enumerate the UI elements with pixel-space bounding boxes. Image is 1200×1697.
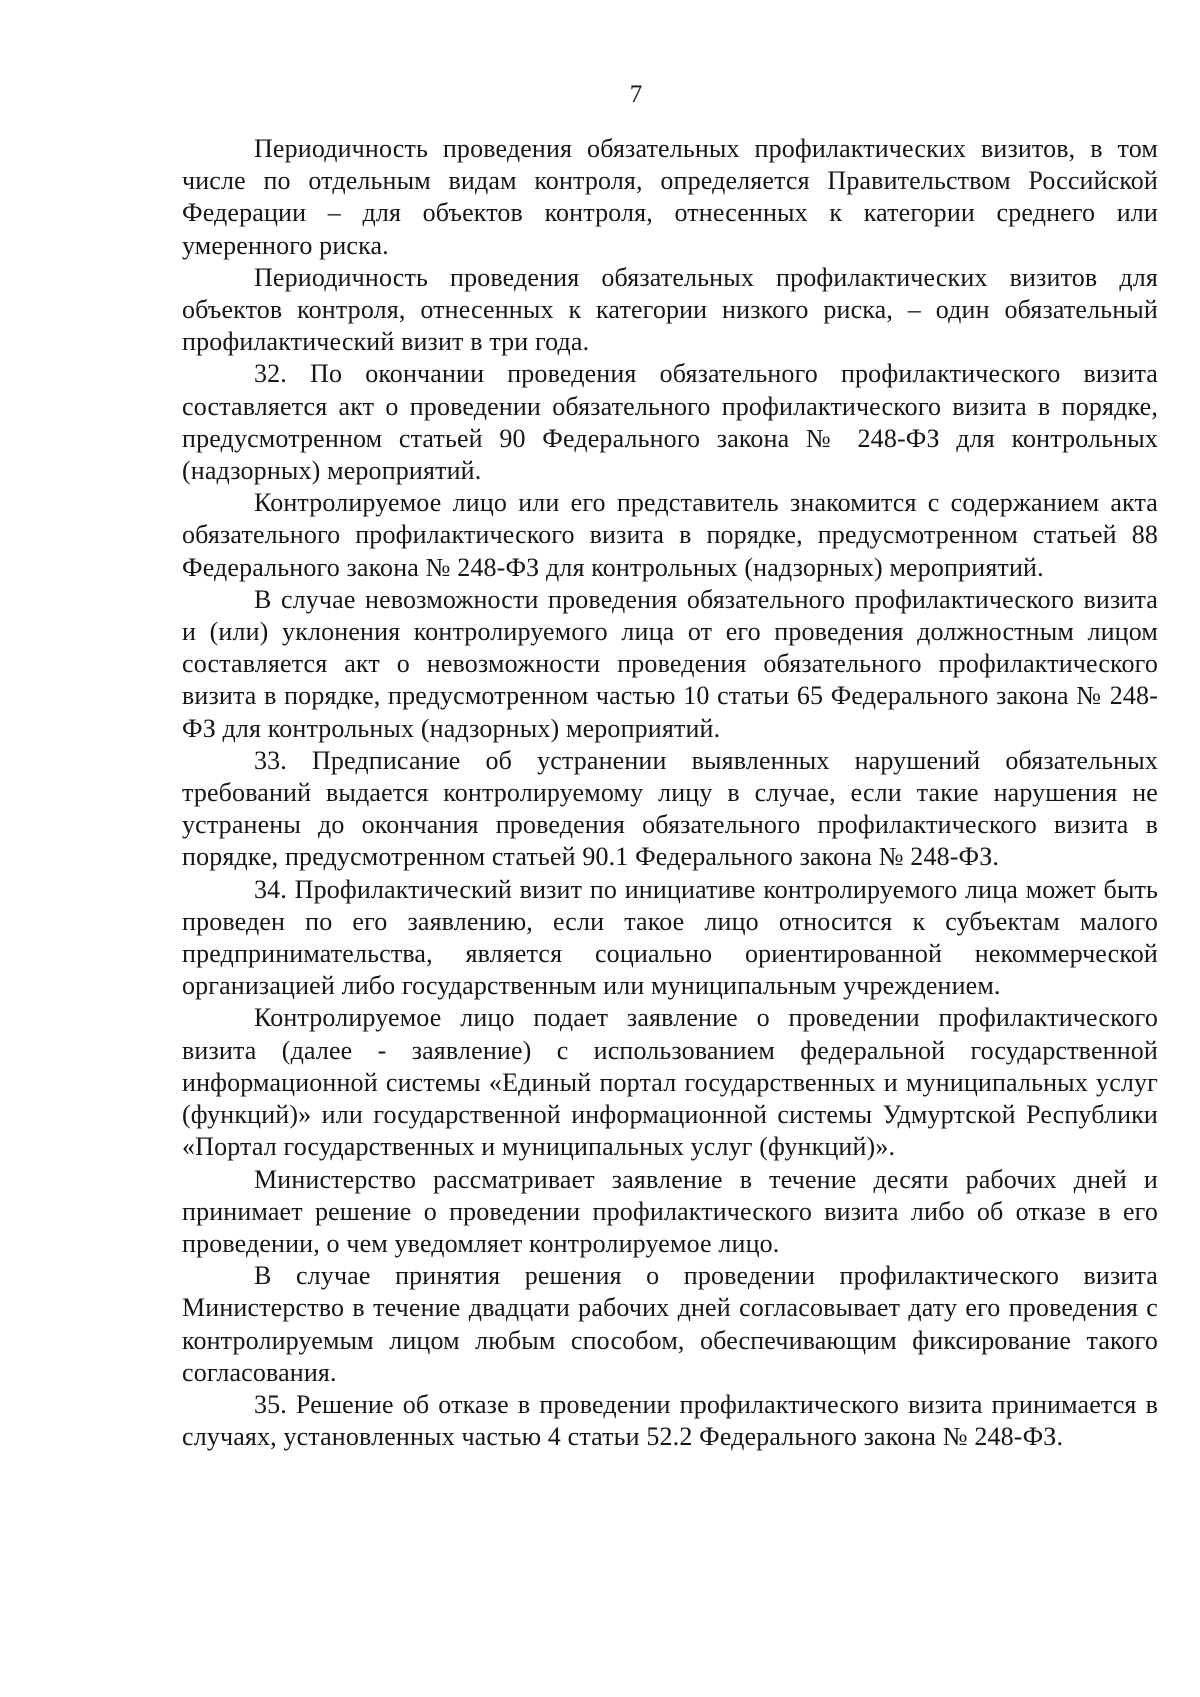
paragraph-date-agreement: В случае принятия решения о проведении профилактического визита Министерство в течение двадцати рабочих дней согласовывает дату его проведения с контролируемым лицом любым способом, обеспечивающим фиксирование такого согласования. (182, 1261, 1158, 1387)
paragraph-visit-frequency-low-risk: Периодичность проведения обязательных профилактических визитов для объектов контроля, отнесенных к категории низкого риска, – один обязательный профилактический визит в три года. (182, 262, 1158, 357)
page-number: 7 (629, 81, 643, 108)
paragraph-item-33: 33. Предписание об устранении выявленных нарушений обязательных требований выдается контролируемому лицу в случае, если такие нарушения не устранены до окончания проведения обязательного профилактического визита в порядке, предусмотренном статьей 90.1 Федерального закона № 248-ФЗ. (182, 745, 1158, 872)
paragraph-visit-impossibility: В случае невозможности проведения обязательного профилактического визита и (или) уклонения контролируемого лица от его проведения должностным лицом составляется акт о невозможности проведения обязательного профилактического визита в порядке, предусмотренном частью 10 статьи 65 Федерального закона № 248-ФЗ для контрольных (надзорных) мероприятий. (182, 584, 1158, 743)
paragraph-application-review: Министерство рассматривает заявление в течение десяти рабочих дней и принимает решение о проведении профилактического визита либо об отказе в его проведении, о чем уведомляет контролируемое лицо. (182, 1164, 1158, 1258)
paragraph-application-submission: Контролируемое лицо подает заявление о проведении профилактического визита (далее - заявление) с использованием федеральной государственной информационной системы «Единый портал государственных и муниципальных услуг (функций)» или государственной информационной системы Удмуртской Республики «Портал государственных и муниципальных услуг (функций)». (182, 1003, 1158, 1162)
paragraph-act-familiarization: Контролируемое лицо или его представитель знакомится с содержанием акта обязательного профилактического визита в порядке, предусмотренном статьей 88 Федерального закона № 248-ФЗ для контрольных (надзорных) мероприятий. (182, 488, 1158, 582)
paragraph-item-32: 32. По окончании проведения обязательного профилактического визита составляется акт о проведении обязательного профилактического визита в порядке, предусмотренном статьей 90 Федерального закона № 248-ФЗ для контрольных (надзорных) мероприятий. (182, 359, 1158, 486)
paragraph-item-35: 35. Решение об отказе в проведении профилактического визита принимается в случаях, установленных частью 4 статьи 52.2 Федерального закона № 248-ФЗ. (182, 1389, 1158, 1452)
document-body (182, 133, 1158, 1453)
paragraph-item-34: 34. Профилактический визит по инициативе контролируемого лица может быть проведен по его заявлению, если такое лицо относится к субъектам малого предпринимательства, является социально ориентированной некоммерческой организацией либо государственным или муниципальным учреждением. (182, 874, 1158, 1001)
paragraph-visit-frequency-medium-risk: Периодичность проведения обязательных профилактических визитов, в том числе по отдельным видам контроля, определяется Правительством Российской Федерации – для объектов контроля, отнесенных к категории среднего или умеренного риска. (182, 134, 1158, 260)
